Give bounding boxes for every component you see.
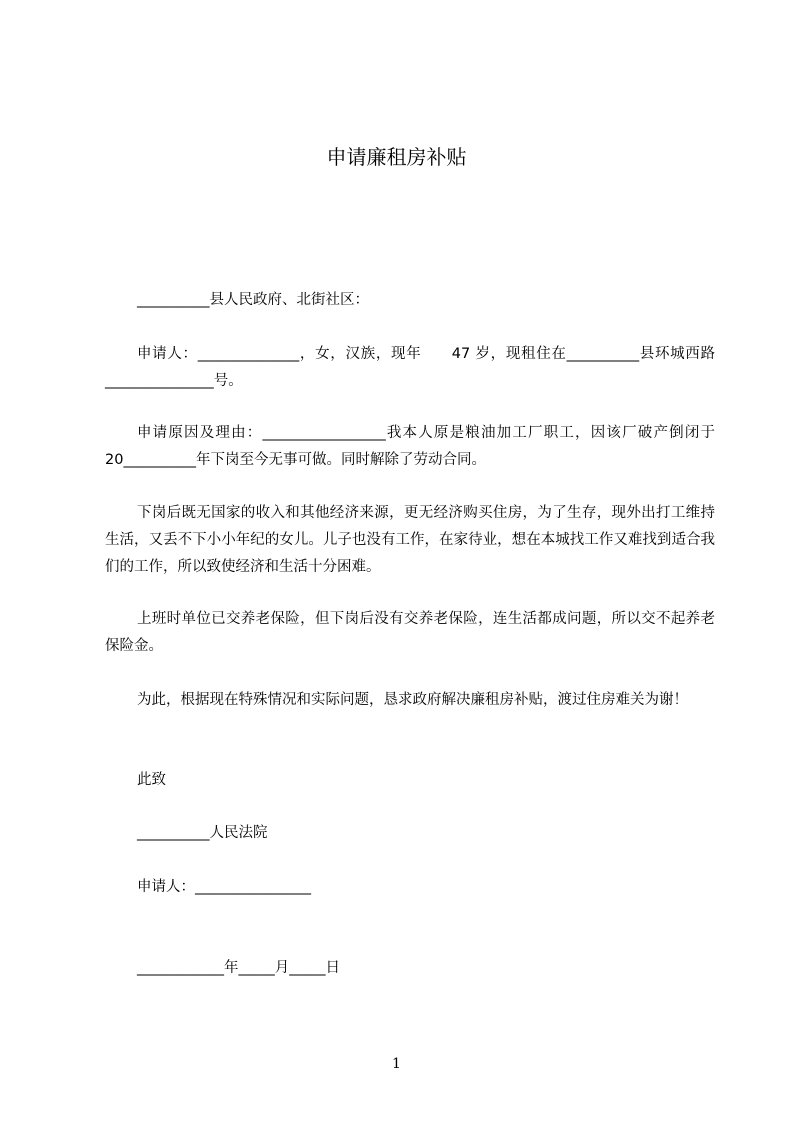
recipient-line: __________人民法院 xyxy=(137,825,268,841)
page-number: 1 xyxy=(392,1056,401,1072)
document-title: 申请廉租房补贴 xyxy=(326,145,467,169)
paragraph-applicant-info: 申请人：______________，女，汉族，现年 47 岁，现租住在__________县环城西路_______________号。 xyxy=(105,346,715,389)
date-line: ____________年_____月_____日 xyxy=(137,960,340,976)
paragraph-reason: 申请原因及理由：_________________我本人原是粮油加工厂职工，因该厂破产倒闭于 20__________年下岗至今无事可做。同时解除了劳动合同。 xyxy=(105,425,715,468)
addressee: __________县人民政府、北街社区： xyxy=(137,292,369,308)
closing-salutation: 此致 xyxy=(137,772,166,788)
paragraph-hardship: 下岗后既无国家的收入和其他经济来源，更无经济购买住房，为了生存，现外出打工维持生活，又丢不下小小年纪的女儿。儿子也没有工作，在家待业，想在本城找工作又难找到适合我们的工作，所以致使经济和生活十分困难。 xyxy=(105,505,715,575)
paragraph-pension: 上班时单位已交养老保险，但下岗后没有交养老保险，连生活都成问题，所以交不起养老保险金。 xyxy=(105,611,715,654)
signature-line: 申请人：________________ xyxy=(137,879,311,895)
paragraph-request: 为此，根据现在特殊情况和实际问题，恳求政府解决廉租房补贴，渡过住房难关为谢！ xyxy=(137,692,688,708)
